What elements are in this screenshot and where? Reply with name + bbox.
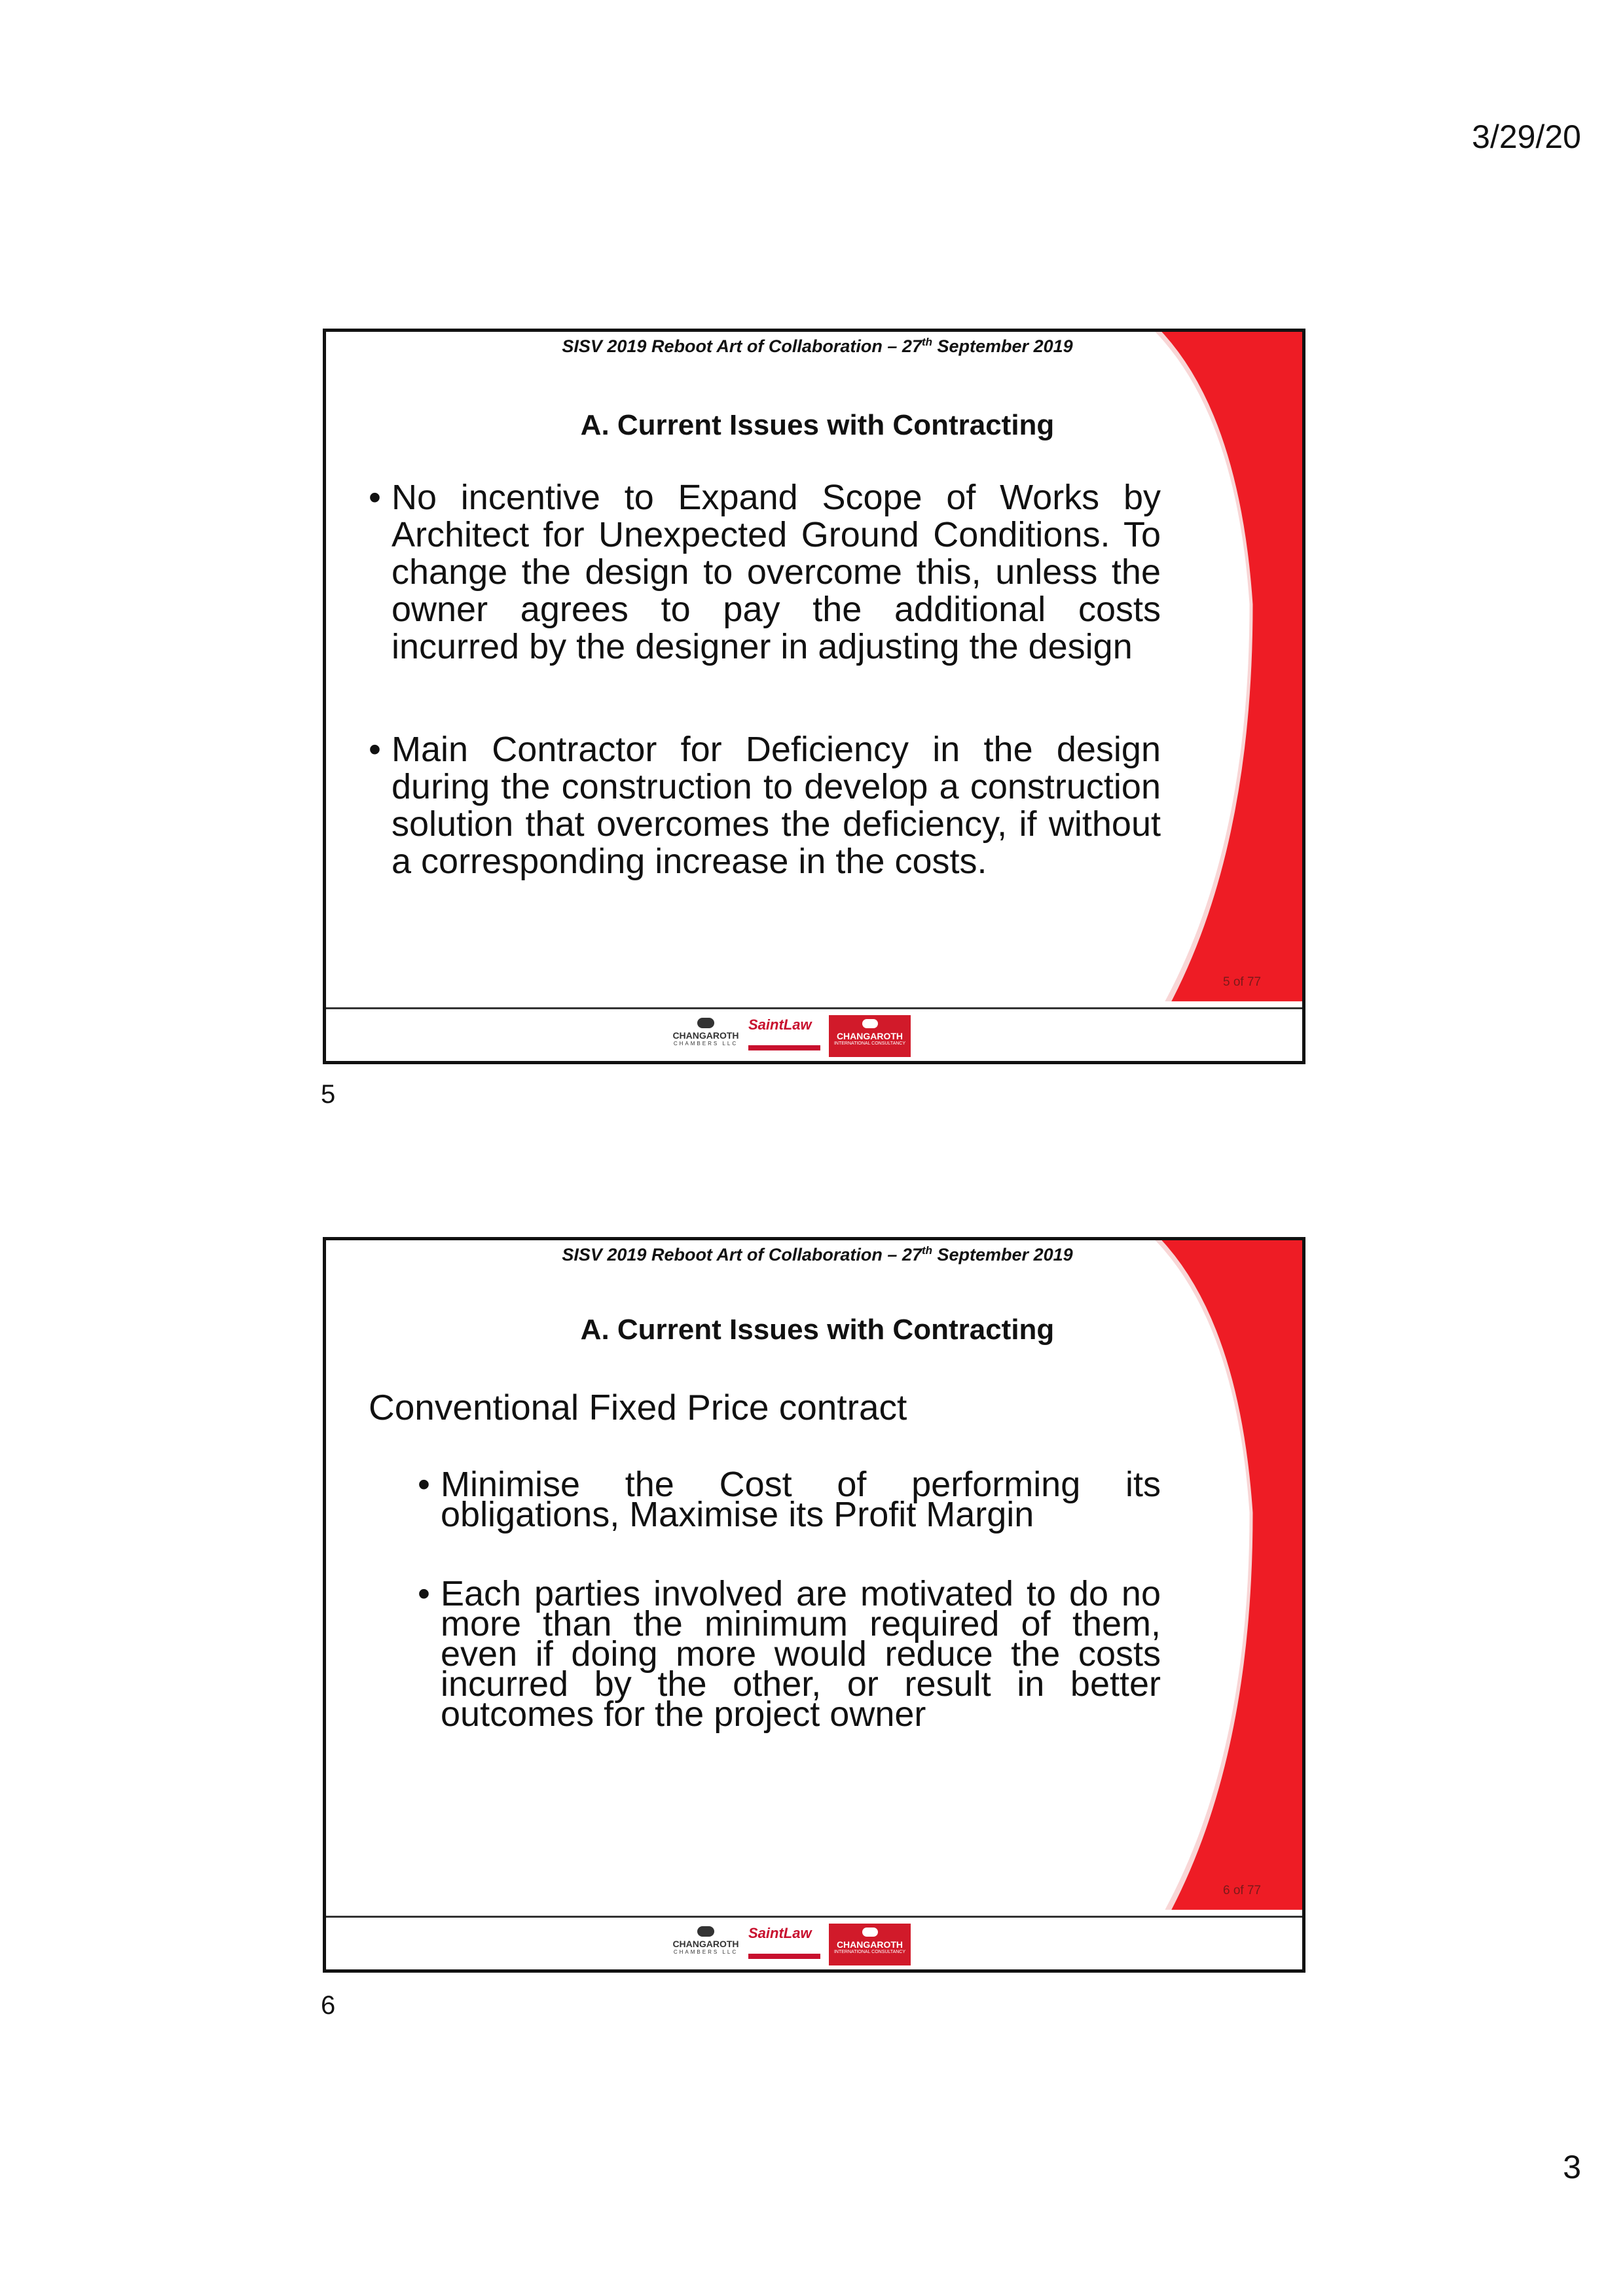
page-number: 3 xyxy=(1563,2149,1581,2185)
slide-5 xyxy=(323,329,1305,1064)
list-item: • No incentive to Expand Scope of Works by Architect for Unexpected Ground Conditions. To change the design to overcome this, unless the owner agrees to pay the additional costs incurred by the designer in adjusting the design xyxy=(369,478,1161,666)
footer-logos xyxy=(666,1013,928,1058)
slide-number-label: 6 xyxy=(321,1991,336,2020)
list-item: • Each parties involved are motivated to do no more than the minimum required of them, even if doing more would reduce the costs incurred by the other, or result in better outcomes for the project owner xyxy=(418,1574,1161,1734)
changaroth-chambers-logo: CHANGAROTH CHAMBERS LLC xyxy=(666,1018,745,1047)
page-date: 3/29/20 xyxy=(1472,118,1581,155)
slide-counter: 5 of 77 xyxy=(1223,975,1262,989)
bullet-list xyxy=(369,479,1161,946)
list-item: • Main Contractor for Deficiency in the design during the construction to develop a construction solution that overcomes the deficiency, if without a corresponding increase in the costs. xyxy=(369,730,1161,881)
slide-counter: 6 of 77 xyxy=(1223,1884,1262,1897)
bullet-list xyxy=(418,1465,1161,1778)
slide-6 xyxy=(323,1237,1305,1973)
bullet-icon: • xyxy=(418,1574,430,1613)
list-item: • Minimise the Cost of performing its obligations, Maximise its Profit Margin xyxy=(418,1465,1161,1534)
changaroth-consultancy-logo: CHANGAROTH INTERNATIONAL CONSULTANCY xyxy=(829,1015,911,1057)
slide-header: SISV 2019 Reboot Art of Collaboration – 27th September 2019 xyxy=(562,1244,1073,1265)
footer-divider xyxy=(326,1007,1302,1009)
slide-number-label: 5 xyxy=(321,1080,336,1109)
bullet-icon: • xyxy=(418,1465,430,1504)
slide-subtitle: Conventional Fixed Price contract xyxy=(369,1387,907,1427)
bullet-icon: • xyxy=(369,478,381,517)
slide-title: A. Current Issues with Contracting xyxy=(580,1314,1055,1346)
footer-divider xyxy=(326,1916,1302,1918)
changaroth-chambers-logo: CHANGAROTH CHAMBERS LLC xyxy=(666,1926,745,1955)
saintlaw-logo: SaintLaw xyxy=(748,1925,824,1962)
changaroth-consultancy-logo: CHANGAROTH INTERNATIONAL CONSULTANCY xyxy=(829,1924,911,1965)
slide-title: A. Current Issues with Contracting xyxy=(580,409,1055,441)
saintlaw-logo: SaintLaw xyxy=(748,1016,824,1053)
slide-header: SISV 2019 Reboot Art of Collaboration – 27th September 2019 xyxy=(562,336,1073,356)
bullet-icon: • xyxy=(369,730,381,769)
footer-logos xyxy=(666,1921,928,1967)
